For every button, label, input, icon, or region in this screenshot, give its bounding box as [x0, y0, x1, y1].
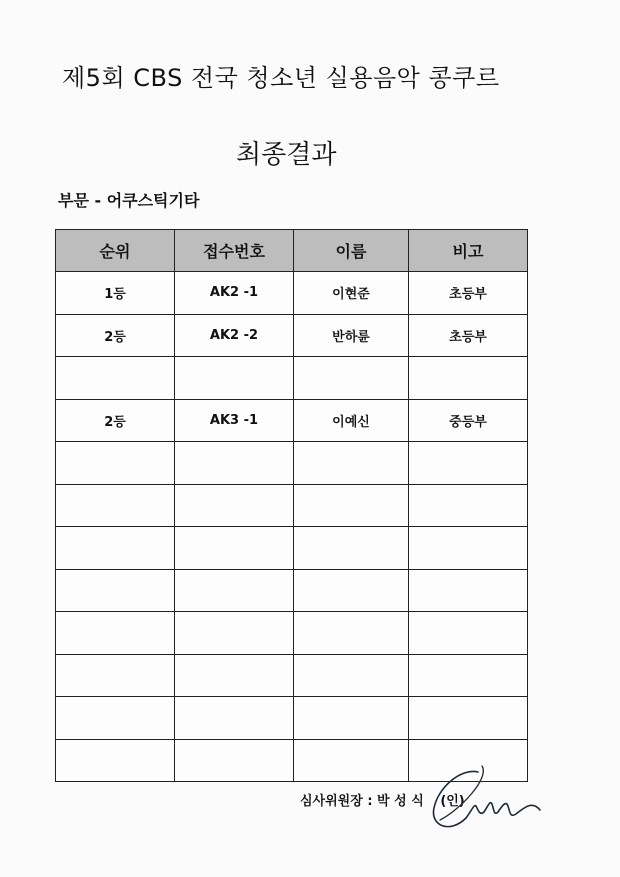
cell-name [294, 527, 409, 570]
cell-remarks [409, 442, 528, 485]
cell-name [294, 357, 409, 400]
cell-rank [56, 697, 175, 740]
table-row [56, 569, 528, 612]
table-row [56, 357, 528, 400]
cell-name: 이예신 [294, 399, 409, 442]
cell-name [294, 442, 409, 485]
cell-remarks [409, 484, 528, 527]
cell-entry-number [175, 357, 294, 400]
table-row [56, 442, 528, 485]
cell-remarks [409, 569, 528, 612]
cell-rank: 2등 [56, 314, 175, 357]
table-row [56, 399, 528, 442]
header-rank: 순위 [56, 230, 175, 272]
document-title: 제5회 CBS 전국 청소년 실용음악 콩쿠르 [62, 64, 500, 92]
cell-entry-number [175, 569, 294, 612]
cell-entry-number: AK2 -1 [175, 272, 294, 315]
header-remarks: 비고 [409, 230, 528, 272]
table-row [56, 527, 528, 570]
cell-remarks [409, 357, 528, 400]
cell-entry-number: AK3 -1 [175, 399, 294, 442]
cell-remarks: 초등부 [409, 272, 528, 315]
results-table [55, 229, 528, 782]
header-name: 이름 [294, 230, 409, 272]
cell-name [294, 697, 409, 740]
table-row [56, 654, 528, 697]
cell-remarks [409, 654, 528, 697]
cell-name [294, 612, 409, 655]
cell-name [294, 654, 409, 697]
cell-entry-number [175, 654, 294, 697]
table-header-row [56, 230, 528, 272]
cell-name: 이현준 [294, 272, 409, 315]
table-row [56, 272, 528, 315]
table-row [56, 484, 528, 527]
cell-remarks: 중등부 [409, 399, 528, 442]
cell-entry-number [175, 697, 294, 740]
table-row [56, 314, 528, 357]
chief-judge-label: 심사위원장 : 박 성 식 [300, 794, 424, 809]
cell-name [294, 569, 409, 612]
table-row [56, 697, 528, 740]
cell-rank [56, 484, 175, 527]
cell-rank [56, 612, 175, 655]
cell-entry-number [175, 484, 294, 527]
cell-entry-number [175, 612, 294, 655]
cell-rank [56, 569, 175, 612]
cell-entry-number [175, 442, 294, 485]
seal-mark: (인) [440, 794, 465, 809]
cell-entry-number [175, 739, 294, 782]
cell-rank [56, 357, 175, 400]
cell-rank [56, 739, 175, 782]
cell-remarks [409, 697, 528, 740]
cell-name [294, 739, 409, 782]
division-label: 부문 - 어쿠스틱기타 [58, 191, 200, 210]
cell-rank [56, 442, 175, 485]
cell-remarks: 초등부 [409, 314, 528, 357]
table-row [56, 612, 528, 655]
handwritten-signature [420, 760, 560, 840]
cell-remarks [409, 612, 528, 655]
cell-rank: 2등 [56, 399, 175, 442]
cell-rank [56, 654, 175, 697]
cell-name [294, 484, 409, 527]
document-subtitle: 최종결과 [236, 140, 337, 170]
cell-rank: 1등 [56, 272, 175, 315]
cell-entry-number: AK2 -2 [175, 314, 294, 357]
cell-remarks [409, 527, 528, 570]
cell-rank [56, 527, 175, 570]
cell-name: 반하륜 [294, 314, 409, 357]
header-entry-number: 접수번호 [175, 230, 294, 272]
cell-entry-number [175, 527, 294, 570]
